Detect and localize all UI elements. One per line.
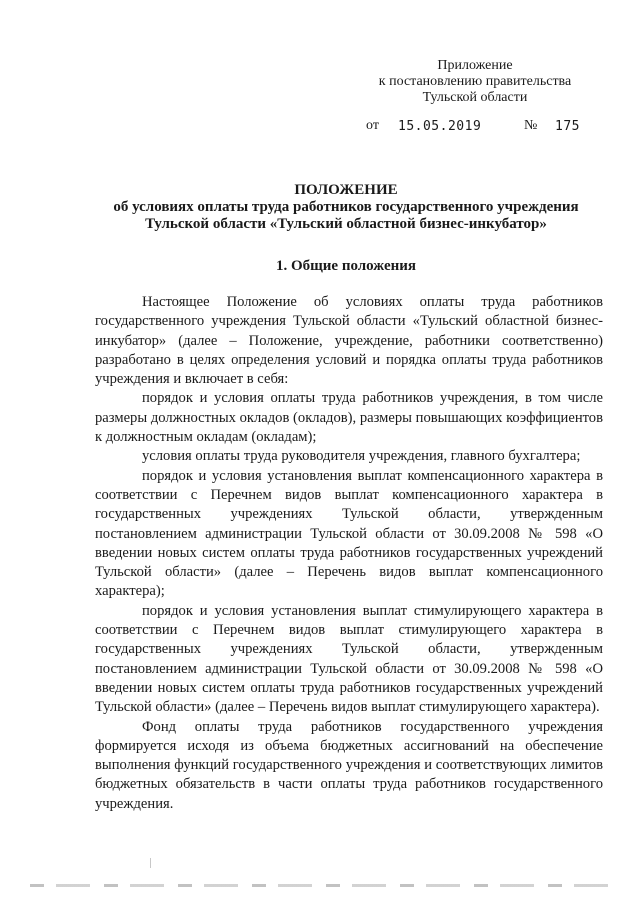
appendix-line-3: Тульской области	[422, 90, 528, 105]
title-line-3: Тульской области «Тульский областной бизнес-инкубатор»	[145, 216, 547, 232]
title-line-1: ПОЛОЖЕНИЕ	[294, 182, 398, 198]
appendix-line-1: Приложение	[437, 58, 513, 73]
paragraph: порядок и условия установления выплат компенсационного характера в соответствии с Перечнем видов выплат компенсационного характера в государственных учреждениях Тульской области, утвержденным постановлением администрации Тульской области от 30.09.2008 № 598 «О введении новых систем оплаты труда работников государственных учреждений Тульской области» (далее – Перечень видов выплат компенсационного характера);	[95, 467, 603, 600]
section-body	[95, 293, 603, 814]
section-heading: 1. Общие положения	[275, 258, 417, 274]
document-title	[90, 182, 602, 233]
decree-number: 175	[555, 119, 580, 134]
decree-date: 15.05.2019	[398, 119, 482, 134]
appendix-block	[360, 58, 590, 106]
date-label: от	[366, 118, 379, 133]
title-line-2: об условиях оплаты труда работников государственного учреждения	[113, 199, 579, 215]
appendix-line-2: к постановлению правительства	[378, 74, 572, 89]
paragraph: порядок и условия оплаты труда работников учреждения, в том числе размеры должностных окладов (окладов), размеры повышающих коэффициентов к должностным окладам (окладам);	[95, 390, 603, 446]
number-label: №	[524, 118, 538, 133]
paragraph: условия оплаты труда руководителя учреждения, главного бухгалтера;	[142, 448, 581, 465]
scan-artifact	[150, 858, 151, 868]
paragraph: порядок и условия установления выплат стимулирующего характера в соответствии с Перечнем видов выплат стимулирующего характера в государственных учреждениях Тульской области, утвержденным постановлением администрации Тульской области от 30.09.2008 № 598 «О введении новых систем оплаты труда работников государственных учреждений Тульской области» (далее – Перечень видов выплат стимулирующего характера).	[95, 602, 603, 716]
paragraph: Фонд оплаты труда работников государственного учреждения формируется исходя из объема бюджетных ассигнований на обеспечение выполнения функций государственного учреждения и соответствующих лимитов бюджетных обязательств в части оплаты труда работников государственного учреждения.	[95, 718, 603, 812]
scan-footer-artifact	[30, 884, 610, 887]
paragraph: Настоящее Положение об условиях оплаты труда работников государственного учреждения Тульской области «Тульский областной бизнес-инкубатор» (далее – Положение, учреждение, работники соответственно) разработано в целях определения условий и порядка оплаты труда работников учреждения и включает в себя:	[95, 294, 603, 388]
